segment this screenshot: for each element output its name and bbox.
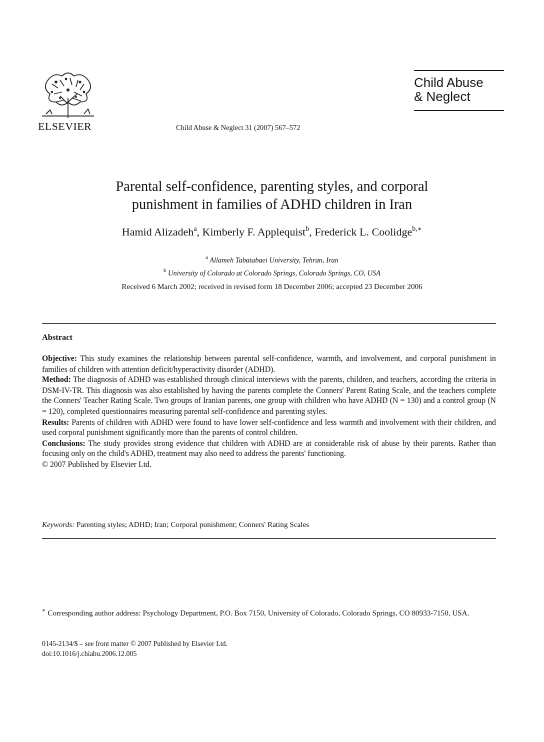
affiliation-mark: a [205, 255, 208, 261]
abstract-heading: Abstract [42, 333, 73, 342]
keywords-text: Parenting styles; ADHD; Iran; Corporal punishment; Conners' Rating Scales [74, 520, 310, 529]
abstract-section-label: Conclusions: [42, 438, 86, 448]
abstract-section [42, 439, 496, 460]
affiliation-text: University of Colorado at Colorado Springs, Colorado Springs, CO, USA [168, 269, 381, 278]
abstract-section-text: The diagnosis of ADHD was established through clinical interviews with the parents, children, and teachers, according the criteria in DSM-IV-TR. This diagnosis was also established by having the parents complete the Conners' Parent Rating Scale, and the teachers complete the Conners' Teacher Rating Scale. Two groups of Iranian parents, one group with children who have ADHD (N = 130) and a control group (N = 120), completed questionnaires measuring parental self-confidence and parenting styles. [42, 375, 496, 416]
issn-line: 0145-2134/$ – see front matter © 2007 Published by Elsevier Ltd. [42, 640, 228, 648]
affiliations [40, 253, 504, 280]
elsevier-tree-icon [40, 70, 96, 120]
affiliation [40, 266, 504, 279]
author-name: Frederick L. Coolidge [314, 226, 413, 239]
journal-logo-rule-bottom [414, 110, 504, 111]
journal-logo-line2: & Neglect [414, 89, 471, 104]
received-dates: Received 6 March 2002; received in revised form 18 December 2006; accepted 23 December 2006 [121, 282, 423, 291]
corresponding-author-footnote [42, 606, 496, 619]
abstract-body [42, 354, 496, 471]
abstract-section-text: The study provides strong evidence that children with ADHD are at considerable risk of abuse by their parents. Rather than focusing only on the child's ADHD, treatment may also need to address the parents' functioning. [42, 438, 496, 459]
affiliation-text: Allameh Tabatabaei University, Tehran, Iran [209, 256, 339, 265]
abstract-section-label: Results: [42, 417, 70, 427]
article-title [40, 178, 504, 214]
abstract-section-text: Parents of children with ADHD were found to have lower self-confidence and less warmth and involvement with their children, and used corporal punishment significantly more than the parents of control children. [42, 417, 496, 438]
author-name: Hamid Alizadeh [121, 226, 194, 239]
footnote-mark: ∗ [42, 608, 46, 614]
abstract-section [42, 418, 496, 439]
copyright: © 2007 Published by Elsevier Ltd. [42, 459, 152, 469]
abstract-section-label: Method: [42, 375, 71, 385]
author-affil-mark: b [305, 225, 310, 233]
author-name: Kimberly F. Applequist [202, 226, 306, 239]
elsevier-wordmark: ELSEVIER [38, 121, 92, 133]
author-list [40, 225, 504, 239]
author-affil-mark: b,∗ [412, 225, 423, 233]
front-matter [42, 640, 228, 659]
abstract-section [42, 354, 496, 375]
bottom-rule [42, 538, 496, 539]
title-line-1: Parental self-confidence, parenting styles, and corporal [115, 179, 429, 195]
journal-logo-line1: Child Abuse [414, 75, 484, 90]
abstract-section-text: This study examines the relationship between parental self-confidence, warmth, and involvement, and corporal punishment in families of children with attention deficit/hyperactivity disorder (ADHD). [42, 354, 496, 374]
doi-line[interactable]: doi:10.1016/j.chiabu.2006.12.005 [42, 649, 137, 658]
journal-logo-rule [414, 70, 504, 71]
top-rule [42, 323, 496, 324]
author-separator: , [196, 226, 203, 239]
affiliation [40, 253, 504, 266]
author-affil-mark: a [193, 225, 197, 233]
journal-logo [414, 70, 504, 111]
footnote-text: Corresponding author address: Psychology Department, P.O. Box 7150, University of Colorado, Colorado Springs, CO 80933-7150, USA. [45, 608, 470, 618]
journal-citation: Child Abuse & Neglect 31 (2007) 567–572 [176, 124, 301, 132]
keywords [42, 520, 309, 529]
title-line-2: punishment in families of ADHD children in Iran [131, 197, 413, 213]
elsevier-logo [38, 70, 100, 133]
affiliation-mark: b [163, 268, 167, 275]
keywords-label: Keywords: [42, 520, 75, 529]
abstract-section [42, 375, 496, 417]
author-separator: , [309, 226, 315, 239]
abstract-section-label: Objective: [42, 354, 78, 363]
